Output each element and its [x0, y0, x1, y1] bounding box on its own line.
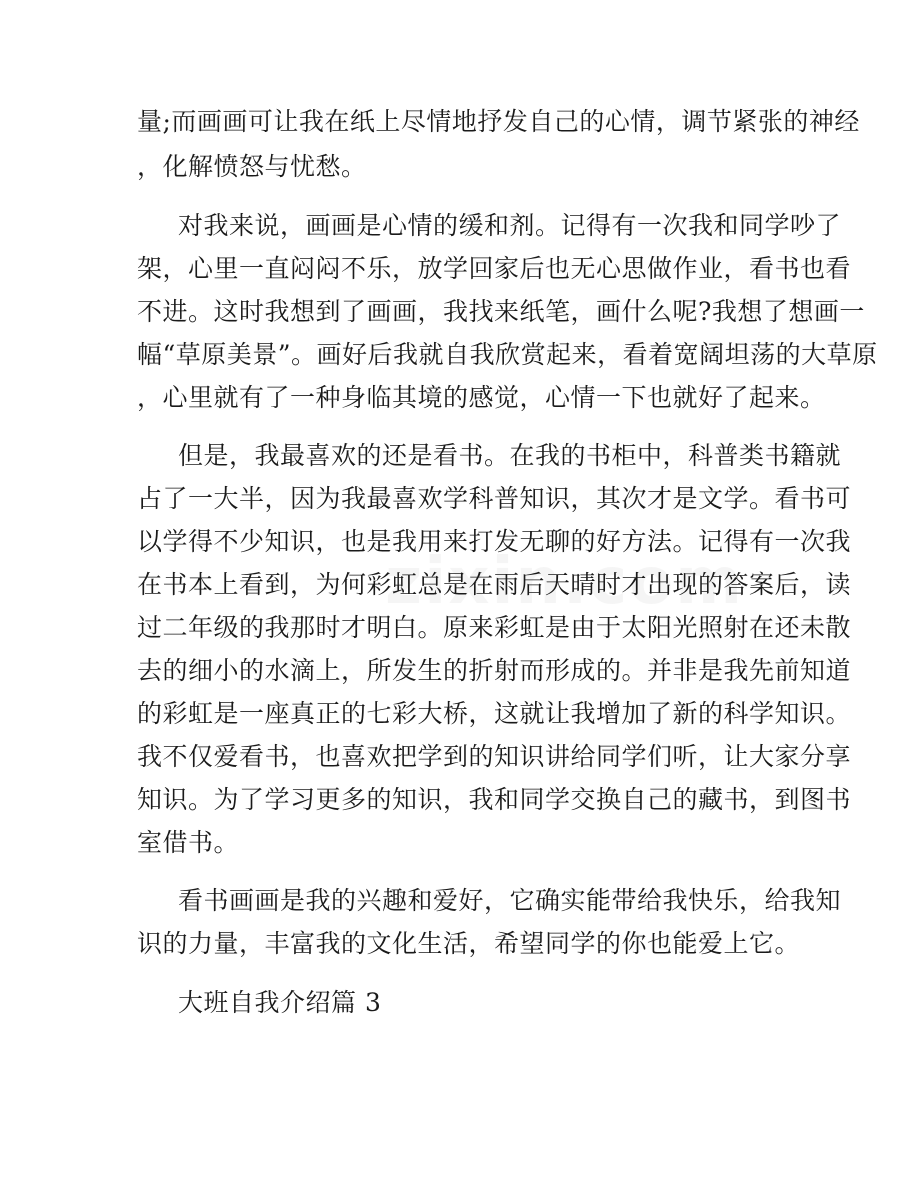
text-line: 室借书。	[137, 828, 240, 857]
text-line: 对我来说，画画是心情的缓和剂。记得有一次我和同学吵了	[178, 211, 842, 240]
text-line: 去的细小的水滴上，所发生的折射而形成的。并非是我先前知道	[137, 656, 852, 685]
text-line: 我不仅爱看书，也喜欢把学到的知识讲给同学们听，让大家分享	[137, 742, 852, 771]
text-line: 量;而画画可让我在纸上尽情地抒发自己的心情，调节紧张的神经	[137, 107, 860, 136]
text-line: 的彩虹是一座真正的七彩大桥，这就让我增加了新的科学知识。	[137, 699, 852, 728]
text-line: 在书本上看到，为何彩虹总是在雨后天晴时才出现的答案后，读	[137, 570, 852, 599]
text-line: 看书画画是我的兴趣和爱好，它确实能带给我快乐，给我知	[178, 886, 842, 915]
text-line: 识的力量，丰富我的文化生活，希望同学的你也能爱上它。	[137, 929, 801, 958]
text-line: 幅“草原美景”。画好后我就自我欣赏起来，看着宽阔坦荡的大草原	[137, 340, 878, 369]
text-line: 过二年级的我那时才明白。原来彩虹是由于太阳光照射在还未散	[137, 613, 852, 642]
text-line: 占了一大半，因为我最喜欢学科普知识，其次才是文学。看书可	[137, 484, 852, 513]
section-heading: 大班自我介绍篇 3	[178, 988, 382, 1017]
text-line: ，心里就有了一种身临其境的感觉，心情一下也就好了起来。	[137, 383, 826, 412]
text-line: 架，心里一直闷闷不乐，放学回家后也无心思做作业，看书也看	[137, 254, 852, 283]
text-line: 但是，我最喜欢的还是看书。在我的书柜中，科普类书籍就	[178, 441, 842, 470]
text-line: 不进。这时我想到了画画，我找来纸笔，画什么呢?我想了想画一	[137, 297, 865, 326]
text-line: 知识。为了学习更多的知识，我和同学交换自己的藏书，到图书	[137, 785, 852, 814]
text-line: ，化解愤怒与忧愁。	[137, 152, 367, 181]
text-line: 以学得不少知识，也是我用来打发无聊的好方法。记得有一次我	[137, 527, 852, 556]
